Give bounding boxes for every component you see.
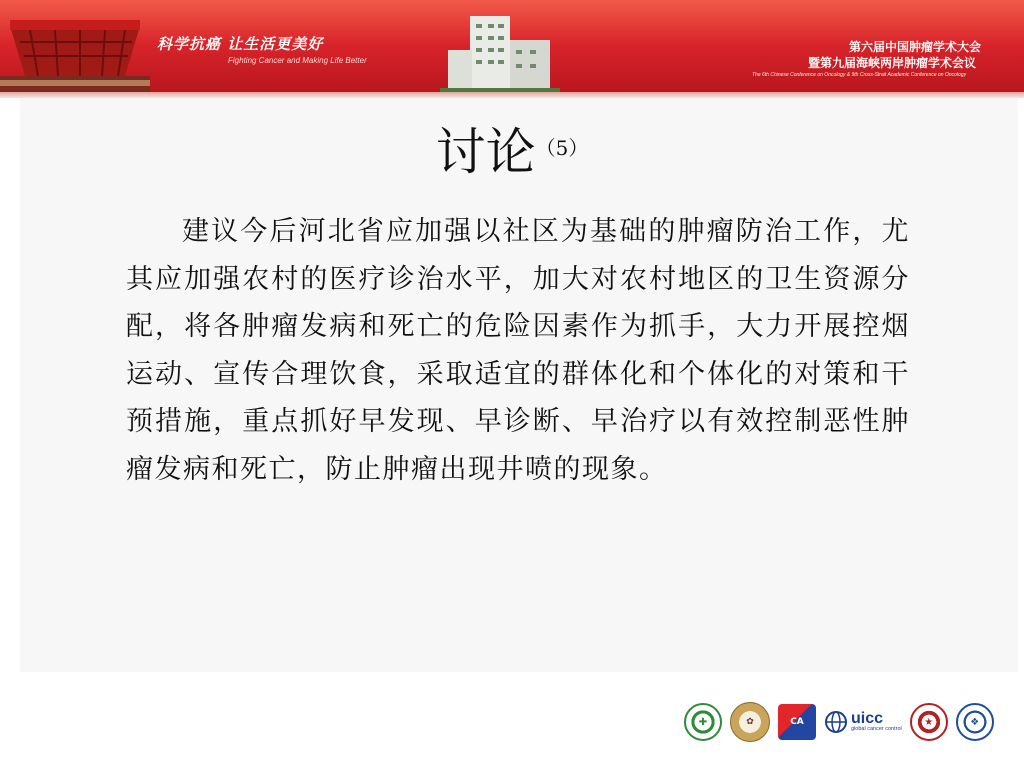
slide-title (0, 112, 1024, 184)
hospital-building-image (440, 10, 560, 98)
title-text: 讨论 (435, 123, 536, 181)
logo-caca-icon: CA (778, 704, 816, 740)
title-part-number: （5） (535, 136, 589, 160)
conference-title-english: The 6th Chinese Conference on Oncology & 9th Cross-Strait Academic Conference on Oncology (752, 72, 967, 78)
uicc-tagline: global cancer control (851, 726, 902, 733)
logo-emblem-red-icon: ★ (910, 703, 948, 741)
logo-uicc (824, 703, 902, 741)
slogan-english: Fighting Cancer and Making Life Better (228, 56, 367, 65)
uicc-name: uicc (851, 710, 884, 728)
sponsor-logos (684, 700, 994, 744)
slogan-chinese: 科学抗癌 让生活更美好 (157, 35, 324, 53)
header-banner (0, 0, 1024, 98)
body-paragraph: 建议今后河北省应加强以社区为基础的肿瘤防治工作，尤其应加强农村的医疗诊治水平，加大对农村地区的卫生资源分配，将各肿瘤发病和死亡的危险因素作为抓手，大力开展控烟运动、宣传合理饮食，采取适宜的群体化和个体化的对策和干预措施，重点抓好早发现、早诊断、早治疗以有效控制恶性肿瘤发病和死亡，防止肿瘤出现井喷的现象。 (126, 216, 910, 485)
conference-title-line2: 暨第九届海峡两岸肿瘤学术会议 (808, 56, 977, 70)
china-pavilion-image (0, 6, 150, 98)
conference-title-line1: 第六届中国肿瘤学术大会 (849, 40, 982, 54)
logo-emblem-blue-icon: ❖ (956, 703, 994, 741)
logo-emblem-gold-icon: ✿ (730, 702, 770, 742)
logo-emblem-green-icon: ✚ (684, 703, 722, 741)
uicc-globe-icon (824, 710, 848, 734)
